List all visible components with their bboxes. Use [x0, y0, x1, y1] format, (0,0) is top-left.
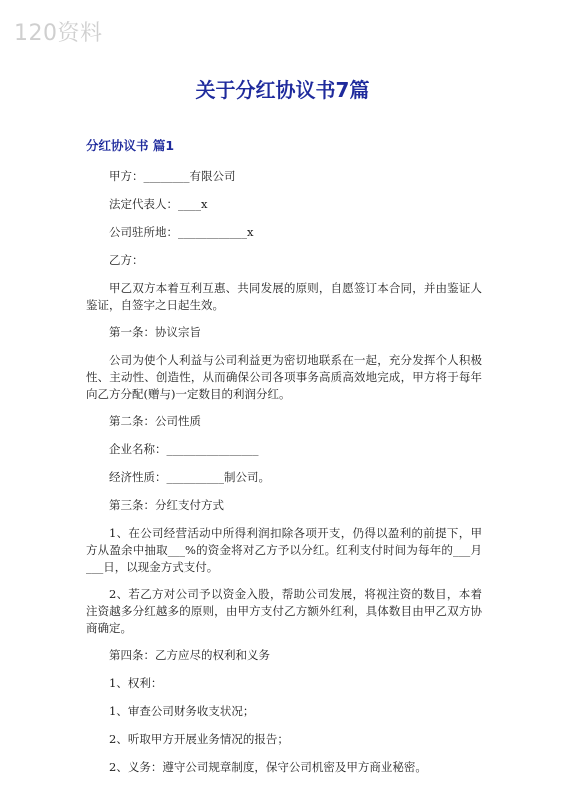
party-b-line: 乙方： — [109, 253, 144, 267]
document-body — [86, 168, 482, 787]
address-line: 公司驻所地：____________x — [109, 225, 254, 239]
intro-paragraph: 甲乙双方本着互利互惠、共同发展的原则，自愿签订本合同，并由鉴证人鉴证，自签字之日起生效。 — [86, 281, 482, 312]
article-2-heading: 第二条：公司性质 — [109, 414, 201, 428]
company-name-line: 企业名称：________________ — [109, 442, 259, 456]
article-3-heading: 第三条：分红支付方式 — [109, 498, 224, 512]
article-4-heading: 第四条：乙方应尽的权利和义务 — [109, 648, 270, 662]
obligations-line: 2、义务：遵守公司规章制度，保守公司机密及甲方商业秘密。 — [109, 760, 427, 774]
article-1-body: 公司为使个人利益与公司利益更为密切地联系在一起，充分发挥个人积极性、主动性、创造性，从而确保公司各项事务高质高效地完成，甲方将于每年向乙方分配(赠与)一定数目的利润分红。 — [86, 353, 482, 401]
watermark-logo: 120资料 — [14, 21, 103, 46]
rights-heading: 1、权利： — [109, 676, 163, 690]
right-item-2: 2、听取甲方开展业务情况的报告； — [109, 732, 289, 746]
economic-nature-line: 经济性质：__________制公司。 — [109, 470, 270, 484]
article-3-clause-2: 2、若乙方对公司予以资金入股，帮助公司发展，将视注资的数目，本着注资越多分红越多的原则，由甲方支付乙方额外红利，具体数目由甲乙双方协商确定。 — [86, 587, 482, 635]
article-1-heading: 第一条：协议宗旨 — [109, 325, 201, 339]
party-a-line: 甲方：________有限公司 — [109, 169, 236, 183]
right-item-1: 1、审查公司财务收支状况； — [109, 704, 255, 718]
article-3-clause-1: 1、在公司经营活动中所得利润扣除各项开支，仍得以盈利的前提下，甲方从盈余中抽取___%的资金将对乙方予以分红。红利支付时间为每年的___月___日，以现金方式支付。 — [86, 526, 482, 574]
legal-rep-line: 法定代表人：____x — [109, 197, 208, 211]
document-title: 关于分红协议书7篇 — [195, 78, 370, 102]
section-heading: 分红协议书 篇1 — [86, 138, 175, 153]
